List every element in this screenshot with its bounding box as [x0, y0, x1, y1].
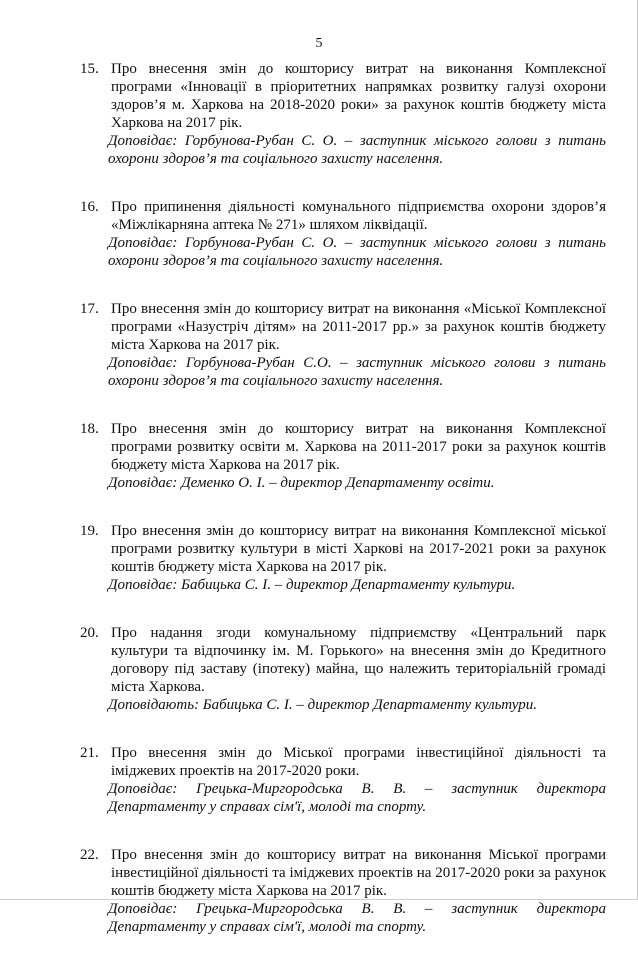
item-number: 15.	[80, 61, 99, 77]
item-content	[108, 624, 606, 714]
agenda-item	[80, 300, 606, 390]
item-title: Про внесення змін до кошторису витрат на виконання Комплексної програми розвитку освіти м. Харкова на 2011-2017 роки за рахунок коштів бюджету міста Харкова на 2017 рік.	[111, 421, 606, 473]
item-title: Про надання згоди комунальному підприємству «Центральний парк культури та відпочинку ім. М. Горького» на внесення змін до Кредитного договору під заставу (іпотеку) майна, що належить територіальній громаді міста Харкова.	[111, 625, 606, 695]
item-number: 20.	[80, 625, 99, 641]
item-number: 19.	[80, 523, 99, 539]
item-content	[108, 522, 606, 594]
item-speaker: Доповідає: Деменко О. І. – директор Департаменту освіти.	[108, 475, 495, 491]
item-content	[108, 420, 606, 492]
page-number: 5	[315, 36, 323, 51]
agenda-item	[80, 420, 606, 492]
item-speaker: Доповідає: Бабицька С. І. – директор Департаменту культури.	[108, 577, 516, 593]
item-title: Про внесення змін до Міської програми інвестиційної діяльності та іміджевих проектів на 2017-2020 роки.	[111, 745, 606, 779]
item-speaker: Доповідає: Горбунова-Рубан С.О. – заступник міського голови з питань охорони здоров’я та соціального захисту населення.	[108, 355, 606, 389]
item-speaker: Доповідає: Горбунова-Рубан С. О. – заступник міського голови з питань охорони здоров’я та соціального захисту населення.	[108, 235, 606, 269]
item-content	[108, 300, 606, 390]
item-content	[108, 60, 606, 168]
item-title: Про внесення змін до кошторису витрат на виконання Міської програми інвестиційної діяльності та іміджевих проектів на 2017-2020 роки за рахунок коштів бюджету міста Харкова на 2017 рік.	[111, 847, 606, 899]
agenda-list	[80, 60, 606, 966]
item-title: Про припинення діяльності комунального підприємства охорони здоров’я «Міжлікарняна аптека № 271» шляхом ліквідації.	[111, 199, 606, 233]
agenda-item	[80, 60, 606, 168]
item-speaker: Доповідає: Грецька-Миргородська В. В. – заступник директора Департаменту у справах сім'ї, молоді та спорту.	[108, 781, 606, 815]
item-number: 21.	[80, 745, 99, 761]
item-content	[108, 846, 606, 936]
agenda-item	[80, 198, 606, 270]
agenda-item	[80, 624, 606, 714]
item-number: 22.	[80, 847, 99, 863]
item-number: 17.	[80, 301, 99, 317]
item-number: 16.	[80, 199, 99, 215]
agenda-item	[80, 846, 606, 936]
item-speaker: Доповідає: Горбунова-Рубан С. О. – заступник міського голови з питань охорони здоров’я та соціального захисту населення.	[108, 133, 606, 167]
item-speaker: Доповідає: Грецька-Миргородська В. В. – заступник директора Департаменту у справах сім'ї, молоді та спорту.	[108, 901, 606, 935]
agenda-item	[80, 522, 606, 594]
item-title: Про внесення змін до кошторису витрат на виконання Комплексної міської програми розвитку культури в місті Харкові на 2017-2021 роки за рахунок коштів бюджету міста Харкова на 2017 рік.	[111, 523, 606, 575]
item-content	[108, 744, 606, 816]
item-title: Про внесення змін до кошторису витрат на виконання «Міської Комплексної програми «Назустріч дітям» на 2011-2017 рр.» за рахунок коштів бюджету міста Харкова на 2017 рік.	[111, 301, 606, 353]
item-title: Про внесення змін до кошторису витрат на виконання Комплексної програми «Інновації в пріоритетних напрямках розвитку галузі охорони здоров’я м. Харкова на 2018-2020 роки» за рахунок коштів бюджету міста Харкова на 2017 рік.	[111, 61, 606, 131]
item-number: 18.	[80, 421, 99, 437]
item-content	[108, 198, 606, 270]
agenda-item	[80, 744, 606, 816]
item-speaker: Доповідають: Бабицька С. І. – директор Департаменту культури.	[108, 697, 537, 713]
